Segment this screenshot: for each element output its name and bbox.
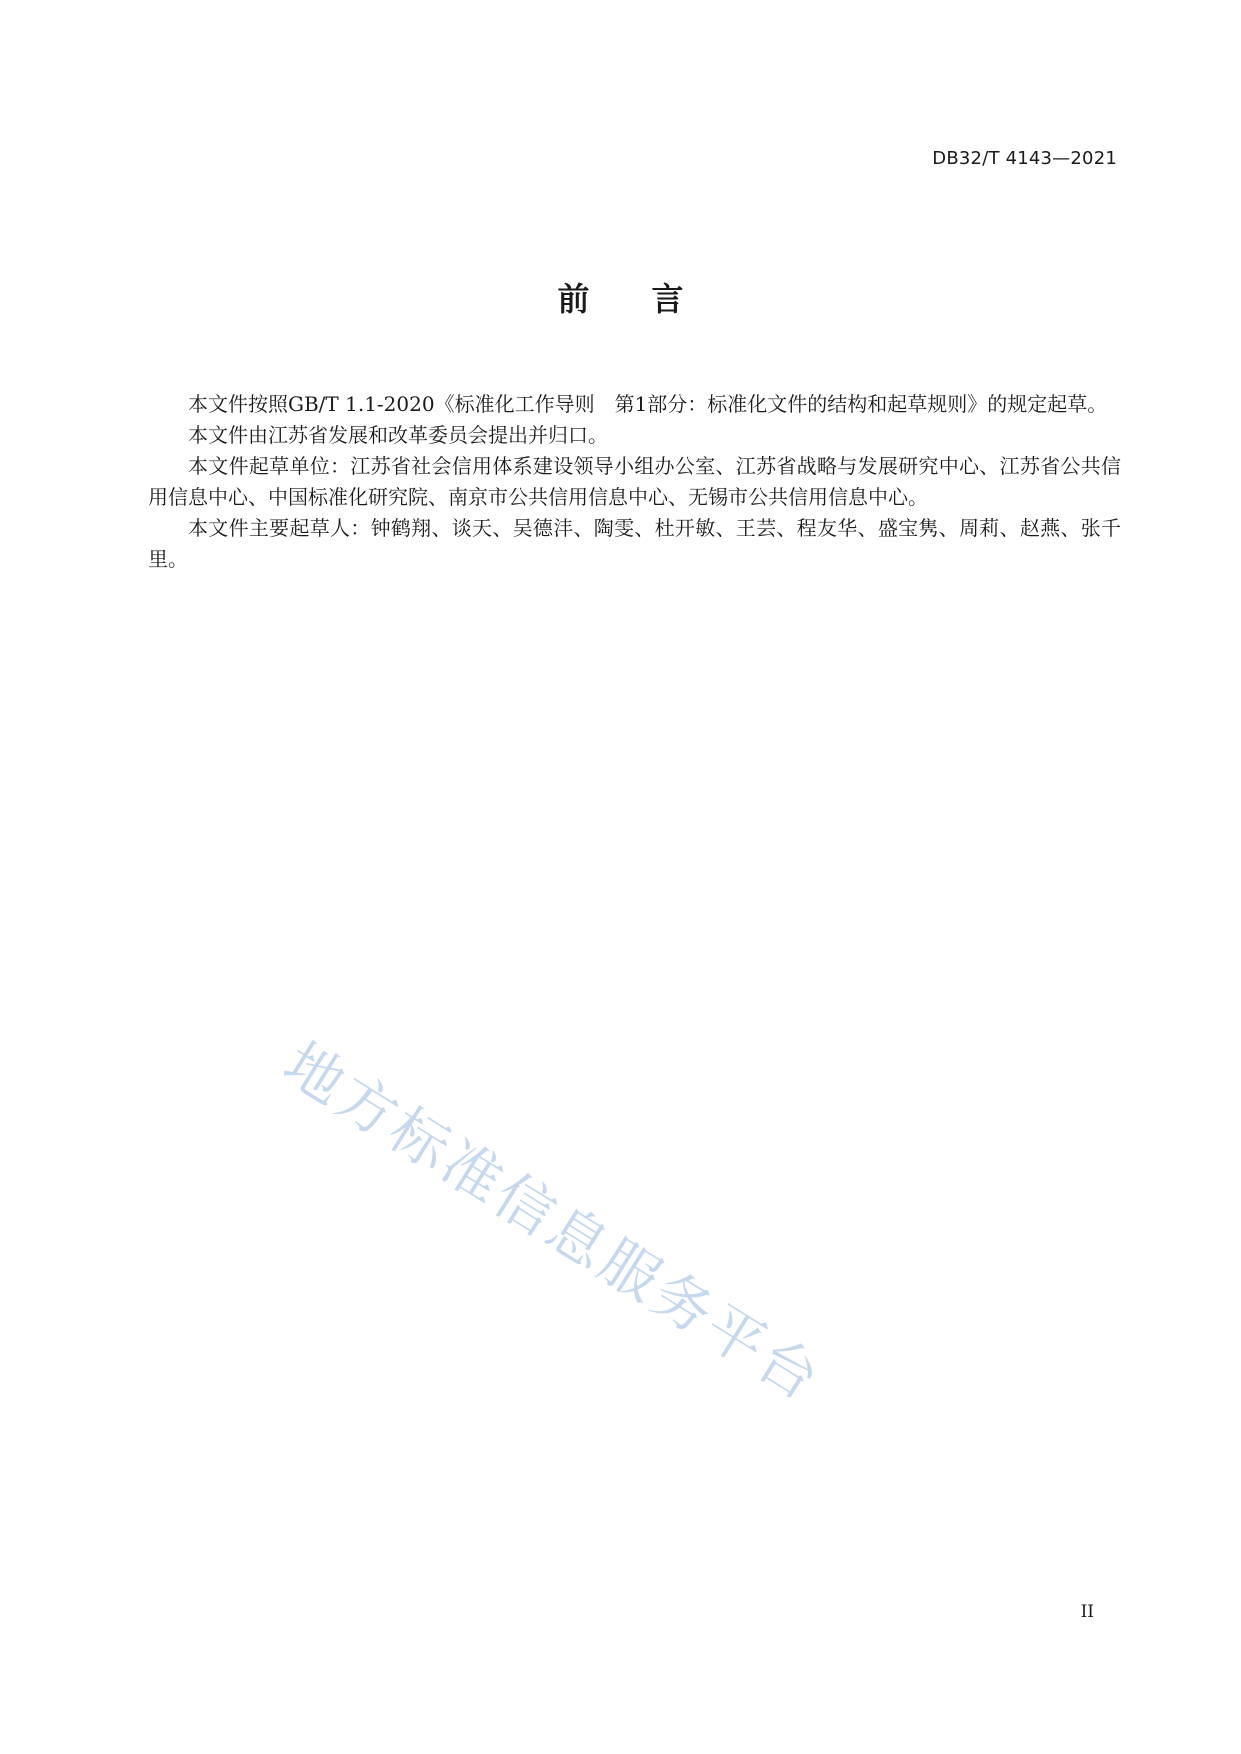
document-code: DB32/T 4143—2021 (932, 148, 1117, 169)
page-title-char-1: 前 (557, 280, 590, 318)
page-number: II (1080, 1602, 1094, 1622)
paragraph-drafting-basis: 本文件按照GB/T 1.1-2020《标准化工作导则 第1部分：标准化文件的结构和起草规则》的规定起草。 (188, 392, 1108, 416)
paragraph-drafting-units: 本文件起草单位：江苏省社会信用体系建设领导小组办公室、江苏省战略与发展研究中心、江苏省公共信用信息中心、中国标准化研究院、南京市公共信用信息中心、无锡市公共信用信息中心。 (148, 454, 1121, 509)
page-title (0, 274, 1241, 320)
paragraph-proposer: 本文件由江苏省发展和改革委员会提出并归口。 (188, 423, 608, 447)
page-title-char-2: 言 (651, 280, 684, 318)
paragraph-drafters: 本文件主要起草人：钟鹤翔、谈天、吴德沣、陶雯、杜开敏、王芸、程友华、盛宝隽、周莉、赵燕、张千里。 (148, 516, 1121, 571)
foreword-body (148, 389, 1121, 575)
watermark: 地方标准信息服务平台 (272, 1029, 834, 1416)
